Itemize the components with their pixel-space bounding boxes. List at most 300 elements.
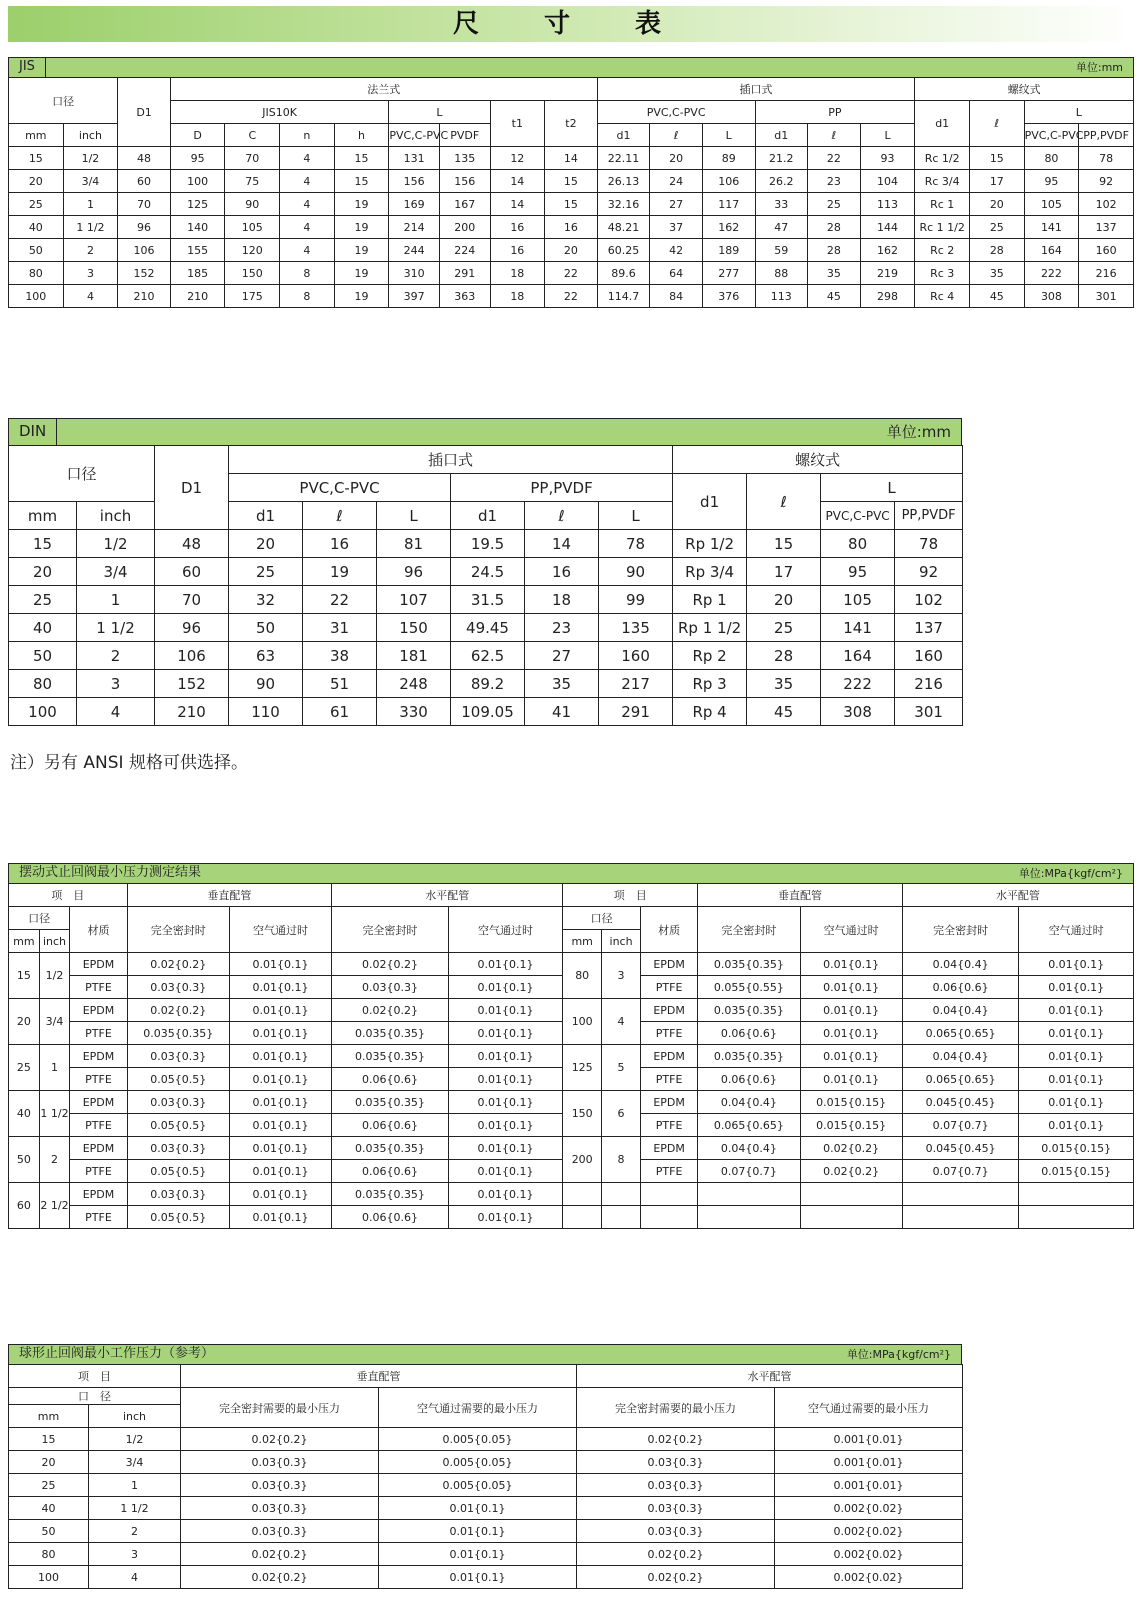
din-cell: 16 bbox=[525, 558, 599, 586]
empty-cell bbox=[563, 1183, 602, 1206]
jis-cell: 28 bbox=[808, 216, 861, 239]
swing-cell-right: 0.045{0.45} bbox=[902, 1091, 1019, 1114]
jis-cell: 84 bbox=[650, 285, 703, 308]
ball-table bbox=[8, 1364, 963, 1589]
jis-cell: 80 bbox=[9, 262, 64, 285]
jis-cell: 214 bbox=[389, 216, 440, 239]
swing-cell-right: 0.07{0.7} bbox=[902, 1160, 1019, 1183]
empty-cell bbox=[698, 1206, 800, 1229]
jis-cell: 164 bbox=[1024, 239, 1079, 262]
jis-cell: 216 bbox=[1079, 262, 1134, 285]
swing-cell-right: 0.04{0.4} bbox=[698, 1137, 800, 1160]
din-cell: 160 bbox=[895, 642, 963, 670]
jis-h-sd2: d1 bbox=[755, 124, 808, 147]
empty-cell bbox=[602, 1206, 641, 1229]
swing-inch-left: 2 1/2 bbox=[39, 1183, 70, 1229]
din-cell: 40 bbox=[9, 614, 77, 642]
ball-cell: 3 bbox=[89, 1543, 181, 1566]
swing-cell-left: 0.035{0.35} bbox=[332, 1183, 449, 1206]
swing-cell-right: 0.06{0.6} bbox=[698, 1022, 800, 1045]
din-cell: Rp 3/4 bbox=[673, 558, 747, 586]
ball-cell: 0.03{0.3} bbox=[181, 1451, 379, 1474]
din-cell: 217 bbox=[599, 670, 673, 698]
ball-h-vert: 垂直配管 bbox=[181, 1365, 577, 1388]
din-cell: 80 bbox=[9, 670, 77, 698]
table-row bbox=[9, 670, 963, 698]
ball-h-mm: mm bbox=[9, 1405, 89, 1428]
din-cell: 96 bbox=[155, 614, 229, 642]
swing-cell-left: 0.01{0.1} bbox=[448, 1137, 563, 1160]
swing-cell-left: 0.01{0.1} bbox=[229, 1022, 331, 1045]
ball-cell: 0.005{0.05} bbox=[379, 1451, 577, 1474]
din-cell: 60 bbox=[155, 558, 229, 586]
empty-cell bbox=[902, 1206, 1019, 1229]
jis-h-flange: 法兰式 bbox=[170, 78, 597, 101]
swing-cell-right: 0.01{0.1} bbox=[800, 953, 902, 976]
din-cell: 110 bbox=[229, 698, 303, 726]
jis-cell: 113 bbox=[860, 193, 915, 216]
swing-h-diam-r: 口径 bbox=[563, 907, 641, 930]
din-cell: 1 1/2 bbox=[77, 614, 155, 642]
jis-cell: 40 bbox=[9, 216, 64, 239]
jis-cell: Rc 1 1/2 bbox=[915, 216, 970, 239]
jis-cell: 59 bbox=[755, 239, 808, 262]
jis-cell: 397 bbox=[389, 285, 440, 308]
din-cell: 135 bbox=[599, 614, 673, 642]
swing-cell-right: EPDM bbox=[640, 1091, 697, 1114]
din-cell: 50 bbox=[229, 614, 303, 642]
jis-cell: 60.25 bbox=[597, 239, 650, 262]
din-cell: 291 bbox=[599, 698, 673, 726]
ball-tag: 球形止回阀最小工作压力（参考） bbox=[9, 1345, 224, 1364]
jis-cell: 22 bbox=[808, 147, 861, 170]
swing-cell-right: 0.035{0.35} bbox=[698, 953, 800, 976]
din-cell: 35 bbox=[525, 670, 599, 698]
swing-cell-right: PTFE bbox=[640, 1068, 697, 1091]
swing-cell-left: PTFE bbox=[70, 976, 127, 999]
swing-cell-right: 0.07{0.7} bbox=[698, 1160, 800, 1183]
din-h-socket: 插口式 bbox=[229, 446, 673, 474]
ball-cell: 0.02{0.2} bbox=[181, 1543, 379, 1566]
jis-h-d1: D1 bbox=[118, 78, 171, 147]
swing-cell-right: 0.02{0.2} bbox=[800, 1137, 902, 1160]
jis-cell: 15 bbox=[334, 147, 389, 170]
jis-cell: 117 bbox=[702, 193, 755, 216]
empty-cell bbox=[640, 1206, 697, 1229]
jis-cell: 100 bbox=[170, 170, 225, 193]
swing-h-mm-l: mm bbox=[9, 930, 40, 953]
swing-cell-left: 0.035{0.35} bbox=[332, 1091, 449, 1114]
ball-cell: 50 bbox=[9, 1520, 89, 1543]
swing-cell-left: 0.02{0.2} bbox=[332, 999, 449, 1022]
swing-inch-right: 3 bbox=[602, 953, 641, 999]
jis-cell: 162 bbox=[702, 216, 755, 239]
empty-cell bbox=[563, 1206, 602, 1229]
ball-cell: 0.02{0.2} bbox=[577, 1428, 775, 1451]
din-h-sL1: L bbox=[377, 502, 451, 530]
swing-cell-right: 0.035{0.35} bbox=[698, 1045, 800, 1068]
swing-mm-left: 60 bbox=[9, 1183, 40, 1229]
table-row bbox=[9, 170, 1134, 193]
ball-cell: 15 bbox=[9, 1428, 89, 1451]
jis-cell: 125 bbox=[170, 193, 225, 216]
swing-cell-left: 0.035{0.35} bbox=[332, 1137, 449, 1160]
jis-cell: Rc 2 bbox=[915, 239, 970, 262]
swing-cell-right: EPDM bbox=[640, 953, 697, 976]
ball-cell: 0.03{0.3} bbox=[577, 1474, 775, 1497]
swing-table bbox=[8, 883, 1134, 1229]
jis-cell: 210 bbox=[170, 285, 225, 308]
din-cell: 14 bbox=[525, 530, 599, 558]
swing-mm-left: 20 bbox=[9, 999, 40, 1045]
jis-cell: 21.2 bbox=[755, 147, 808, 170]
din-cell: Rp 4 bbox=[673, 698, 747, 726]
table-row bbox=[9, 1474, 963, 1497]
swing-cell-right: 0.01{0.1} bbox=[800, 976, 902, 999]
jis-unit: 单位:mm bbox=[1075, 61, 1123, 74]
din-cell: 81 bbox=[377, 530, 451, 558]
ball-cell: 0.02{0.2} bbox=[181, 1428, 379, 1451]
swing-h-air-l2: 空气通过时 bbox=[448, 907, 563, 953]
swing-inch-left: 1 1/2 bbox=[39, 1091, 70, 1137]
jis-cell: 88 bbox=[755, 262, 808, 285]
ball-h-horiz: 水平配管 bbox=[577, 1365, 963, 1388]
jis-cell: 20 bbox=[9, 170, 64, 193]
swing-mm-left: 50 bbox=[9, 1137, 40, 1183]
swing-unit: 单位:MPa{kgf/cm²} bbox=[1018, 867, 1123, 880]
jis-cell: 160 bbox=[1079, 239, 1134, 262]
jis-header bbox=[8, 57, 1134, 77]
din-cell: 109.05 bbox=[451, 698, 525, 726]
jis-cell: 189 bbox=[702, 239, 755, 262]
din-h-diameter: 口径 bbox=[9, 446, 155, 502]
swing-cell-right: 0.01{0.1} bbox=[1019, 1114, 1134, 1137]
din-cell: 107 bbox=[377, 586, 451, 614]
table-row bbox=[9, 558, 963, 586]
swing-cell-left: 0.01{0.1} bbox=[229, 999, 331, 1022]
din-cell: 20 bbox=[9, 558, 77, 586]
jis-cell: 22.11 bbox=[597, 147, 650, 170]
jis-cell: 376 bbox=[702, 285, 755, 308]
swing-cell-left: 0.01{0.1} bbox=[448, 1091, 563, 1114]
jis-cell: 15 bbox=[970, 147, 1025, 170]
din-h-pvc: PVC,C-PVC bbox=[229, 474, 451, 502]
swing-cell-left: 0.01{0.1} bbox=[229, 1206, 331, 1229]
jis-cell: Rc 1/2 bbox=[915, 147, 970, 170]
swing-cell-left: 0.06{0.6} bbox=[332, 1114, 449, 1137]
table-row bbox=[9, 642, 963, 670]
swing-cell-left: 0.01{0.1} bbox=[448, 1114, 563, 1137]
swing-cell-left: 0.02{0.2} bbox=[127, 953, 229, 976]
din-tag: DIN bbox=[9, 419, 57, 445]
jis-cell: 14 bbox=[545, 147, 598, 170]
jis-cell: 20 bbox=[650, 147, 703, 170]
din-body bbox=[9, 530, 963, 726]
din-cell: 248 bbox=[377, 670, 451, 698]
din-cell: 25 bbox=[229, 558, 303, 586]
jis-cell: 19 bbox=[334, 239, 389, 262]
jis-cell: 156 bbox=[389, 170, 440, 193]
jis-cell: 1/2 bbox=[63, 147, 118, 170]
ball-unit: 单位:MPa{kgf/cm²} bbox=[846, 1348, 951, 1361]
jis-cell: 210 bbox=[118, 285, 171, 308]
swing-cell-right: 0.015{0.15} bbox=[800, 1114, 902, 1137]
jis-cell: 25 bbox=[808, 193, 861, 216]
swing-h-vert-r: 垂直配管 bbox=[698, 884, 903, 907]
jis-h-L: L bbox=[389, 101, 490, 124]
din-cell: 90 bbox=[599, 558, 673, 586]
swing-cell-left: 0.01{0.1} bbox=[229, 1114, 331, 1137]
din-h-sL2: L bbox=[599, 502, 673, 530]
swing-cell-left: PTFE bbox=[70, 1206, 127, 1229]
page-title: 尺 寸 表 bbox=[452, 9, 690, 39]
ball-cell: 0.02{0.2} bbox=[577, 1566, 775, 1589]
jis-cell: 64 bbox=[650, 262, 703, 285]
ball-cell: 0.03{0.3} bbox=[577, 1451, 775, 1474]
ball-cell: 1/2 bbox=[89, 1428, 181, 1451]
jis-h-sL2: L bbox=[860, 124, 915, 147]
jis-cell: 363 bbox=[439, 285, 490, 308]
jis-cell: 42 bbox=[650, 239, 703, 262]
table-row bbox=[9, 1451, 963, 1474]
jis-cell: 137 bbox=[1079, 216, 1134, 239]
jis-cell: 185 bbox=[170, 262, 225, 285]
empty-cell bbox=[640, 1183, 697, 1206]
table-row bbox=[9, 1045, 1134, 1068]
jis-h-inch: inch bbox=[63, 124, 118, 147]
din-h-mm: mm bbox=[9, 502, 77, 530]
ball-cell: 0.02{0.2} bbox=[577, 1543, 775, 1566]
swing-cell-left: 0.06{0.6} bbox=[332, 1160, 449, 1183]
din-cell: 38 bbox=[303, 642, 377, 670]
jis-cell: 131 bbox=[389, 147, 440, 170]
din-cell: 164 bbox=[821, 642, 895, 670]
jis-cell: 28 bbox=[808, 239, 861, 262]
jis-cell: 95 bbox=[1024, 170, 1079, 193]
din-cell: 41 bbox=[525, 698, 599, 726]
din-cell: 63 bbox=[229, 642, 303, 670]
din-h-pp: PP,PVDF bbox=[451, 474, 673, 502]
din-cell: 20 bbox=[229, 530, 303, 558]
table-row bbox=[9, 614, 963, 642]
din-cell: 105 bbox=[821, 586, 895, 614]
jis-cell: 135 bbox=[439, 147, 490, 170]
jis-h-pvc: PVC,C-PVC bbox=[597, 101, 755, 124]
jis-cell: 20 bbox=[545, 239, 598, 262]
jis-cell: 8 bbox=[280, 285, 335, 308]
swing-cell-right: 0.04{0.4} bbox=[902, 1045, 1019, 1068]
din-cell: 216 bbox=[895, 670, 963, 698]
jis-cell: 8 bbox=[280, 262, 335, 285]
ball-cell: 1 bbox=[89, 1474, 181, 1497]
table-row bbox=[9, 698, 963, 726]
din-cell: Rp 1 1/2 bbox=[673, 614, 747, 642]
swing-inch-right: 5 bbox=[602, 1045, 641, 1091]
jis-h-D: D bbox=[170, 124, 225, 147]
swing-inch-left: 3/4 bbox=[39, 999, 70, 1045]
swing-cell-right: 0.06{0.6} bbox=[698, 1068, 800, 1091]
jis-cell: 45 bbox=[970, 285, 1025, 308]
ball-cell: 1 1/2 bbox=[89, 1497, 181, 1520]
din-cell: 222 bbox=[821, 670, 895, 698]
din-header bbox=[8, 418, 962, 445]
table-row bbox=[9, 285, 1134, 308]
swing-h-horiz-l: 水平配管 bbox=[332, 884, 563, 907]
swing-cell-right: PTFE bbox=[640, 1114, 697, 1137]
din-cell: 160 bbox=[599, 642, 673, 670]
jis-cell: 15 bbox=[334, 170, 389, 193]
jis-cell: 24 bbox=[650, 170, 703, 193]
din-cell: Rp 1 bbox=[673, 586, 747, 614]
jis-cell: 104 bbox=[860, 170, 915, 193]
swing-mm-right: 150 bbox=[563, 1091, 602, 1137]
jis-cell: 23 bbox=[808, 170, 861, 193]
jis-h-sL1: L bbox=[702, 124, 755, 147]
din-h-sd1: d1 bbox=[229, 502, 303, 530]
jis-cell: 14 bbox=[490, 193, 545, 216]
din-cell: 31.5 bbox=[451, 586, 525, 614]
jis-cell: 4 bbox=[280, 193, 335, 216]
jis-h-C: C bbox=[225, 124, 280, 147]
jis-cell: 150 bbox=[225, 262, 280, 285]
jis-cell: 4 bbox=[63, 285, 118, 308]
jis-cell: 95 bbox=[170, 147, 225, 170]
din-cell: 25 bbox=[9, 586, 77, 614]
jis-cell: Rc 3/4 bbox=[915, 170, 970, 193]
jis-cell: 102 bbox=[1079, 193, 1134, 216]
jis-cell: 105 bbox=[1024, 193, 1079, 216]
jis-cell: 4 bbox=[280, 170, 335, 193]
jis-cell: 106 bbox=[118, 239, 171, 262]
swing-cell-right: 0.065{0.65} bbox=[902, 1022, 1019, 1045]
jis-cell: 105 bbox=[225, 216, 280, 239]
ball-h-air-h: 空气通过需要的最小压力 bbox=[775, 1388, 963, 1428]
ball-h-seal-v: 完全密封需要的最小压力 bbox=[181, 1388, 379, 1428]
jis-cell: 92 bbox=[1079, 170, 1134, 193]
jis-cell: 222 bbox=[1024, 262, 1079, 285]
ball-cell: 0.001{0.01} bbox=[775, 1428, 963, 1451]
swing-cell-left: 0.035{0.35} bbox=[127, 1022, 229, 1045]
swing-cell-right: 0.01{0.1} bbox=[1019, 1022, 1134, 1045]
jis-cell: 35 bbox=[808, 262, 861, 285]
din-cell: 150 bbox=[377, 614, 451, 642]
swing-inch-left: 1 bbox=[39, 1045, 70, 1091]
jis-cell: 1 1/2 bbox=[63, 216, 118, 239]
jis-cell: 25 bbox=[970, 216, 1025, 239]
swing-h-item-l: 项 目 bbox=[9, 884, 128, 907]
jis-h-tl: ℓ bbox=[970, 101, 1025, 147]
din-h-L: L bbox=[821, 474, 963, 502]
jis-cell: 298 bbox=[860, 285, 915, 308]
jis-cell: 301 bbox=[1079, 285, 1134, 308]
swing-cell-right: 0.045{0.45} bbox=[902, 1137, 1019, 1160]
swing-cell-right: 0.07{0.7} bbox=[902, 1114, 1019, 1137]
din-cell: 78 bbox=[895, 530, 963, 558]
din-cell: 19 bbox=[303, 558, 377, 586]
ball-h-diameter: 口 径 bbox=[9, 1388, 181, 1405]
jis-cell: 224 bbox=[439, 239, 490, 262]
din-h-sd2: d1 bbox=[451, 502, 525, 530]
din-h-inch: inch bbox=[77, 502, 155, 530]
swing-cell-left: 0.03{0.3} bbox=[127, 1137, 229, 1160]
swing-cell-left: EPDM bbox=[70, 1137, 127, 1160]
swing-h-vert-l: 垂直配管 bbox=[127, 884, 332, 907]
ball-body bbox=[9, 1428, 963, 1589]
jis-cell: 4 bbox=[280, 239, 335, 262]
swing-cell-right: 0.035{0.35} bbox=[698, 999, 800, 1022]
swing-cell-left: EPDM bbox=[70, 999, 127, 1022]
jis-h-td1: d1 bbox=[915, 101, 970, 147]
swing-cell-left: 0.03{0.3} bbox=[127, 976, 229, 999]
jis-h-tL: L bbox=[1024, 101, 1133, 124]
ball-cell: 0.01{0.1} bbox=[379, 1520, 577, 1543]
swing-cell-right: 0.015{0.15} bbox=[800, 1091, 902, 1114]
swing-inch-left: 1/2 bbox=[39, 953, 70, 999]
swing-cell-left: EPDM bbox=[70, 1183, 127, 1206]
jis-cell: 48.21 bbox=[597, 216, 650, 239]
jis-cell: 75 bbox=[225, 170, 280, 193]
jis-section bbox=[8, 57, 1134, 308]
swing-cell-left: 0.03{0.3} bbox=[127, 1045, 229, 1068]
din-section bbox=[8, 418, 962, 726]
swing-cell-right: 0.06{0.6} bbox=[902, 976, 1019, 999]
jis-cell: 18 bbox=[490, 285, 545, 308]
empty-cell bbox=[698, 1183, 800, 1206]
jis-cell: 48 bbox=[118, 147, 171, 170]
empty-cell bbox=[800, 1206, 902, 1229]
jis-cell: 26.13 bbox=[597, 170, 650, 193]
jis-cell: 106 bbox=[702, 170, 755, 193]
swing-cell-left: 0.01{0.1} bbox=[229, 976, 331, 999]
swing-cell-right: 0.04{0.4} bbox=[698, 1091, 800, 1114]
swing-cell-right: 0.01{0.1} bbox=[800, 1022, 902, 1045]
swing-cell-left: PTFE bbox=[70, 1114, 127, 1137]
din-cell: 25 bbox=[747, 614, 821, 642]
jis-cell: 167 bbox=[439, 193, 490, 216]
swing-cell-right: EPDM bbox=[640, 999, 697, 1022]
jis-cell: 4 bbox=[280, 216, 335, 239]
jis-cell: 2 bbox=[63, 239, 118, 262]
swing-h-inch-r: inch bbox=[602, 930, 641, 953]
din-cell: 61 bbox=[303, 698, 377, 726]
swing-h-air-r1: 空气通过时 bbox=[800, 907, 902, 953]
din-cell: 1/2 bbox=[77, 530, 155, 558]
swing-mm-left: 40 bbox=[9, 1091, 40, 1137]
din-cell: Rp 3 bbox=[673, 670, 747, 698]
jis-cell: 96 bbox=[118, 216, 171, 239]
swing-cell-left: 0.06{0.6} bbox=[332, 1206, 449, 1229]
jis-cell: 60 bbox=[118, 170, 171, 193]
swing-cell-left: 0.01{0.1} bbox=[448, 1160, 563, 1183]
din-cell: 90 bbox=[229, 670, 303, 698]
din-cell: 1 bbox=[77, 586, 155, 614]
jis-cell: 3/4 bbox=[63, 170, 118, 193]
jis-cell: 28 bbox=[970, 239, 1025, 262]
swing-cell-left: 0.01{0.1} bbox=[229, 1160, 331, 1183]
swing-h-seal-l2: 完全密封时 bbox=[332, 907, 449, 953]
ball-cell: 0.001{0.01} bbox=[775, 1451, 963, 1474]
jis-cell: 14 bbox=[490, 170, 545, 193]
empty-cell bbox=[800, 1183, 902, 1206]
jis-cell: 16 bbox=[490, 239, 545, 262]
swing-cell-left: 0.01{0.1} bbox=[229, 1137, 331, 1160]
din-cell: 95 bbox=[821, 558, 895, 586]
din-h-td1: d1 bbox=[673, 474, 747, 530]
swing-cell-left: 0.01{0.1} bbox=[448, 1068, 563, 1091]
ball-cell: 0.005{0.05} bbox=[379, 1428, 577, 1451]
table-row bbox=[9, 999, 1134, 1022]
swing-h-air-r2: 空气通过时 bbox=[1019, 907, 1134, 953]
